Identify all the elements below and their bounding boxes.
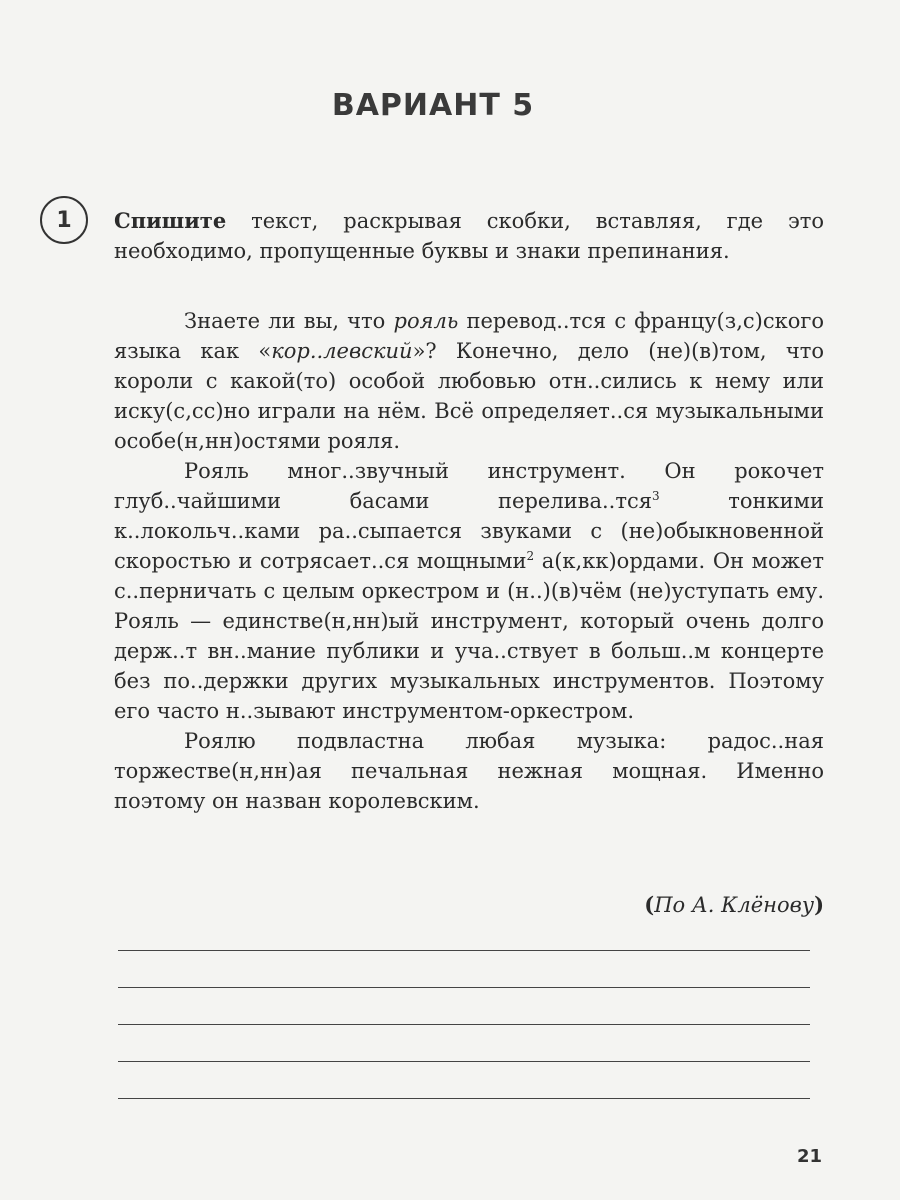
attribution-open-paren: ( [644, 892, 655, 917]
answer-line [118, 987, 810, 988]
instruction-verb: Спишите [114, 208, 227, 233]
passage-paragraph-1 [114, 306, 824, 456]
attribution-close-paren: ) [814, 892, 824, 917]
p2-superscript-1: 3 [651, 489, 660, 503]
answer-line [118, 1061, 810, 1062]
instruction-text: текст, раскрывая скобки, вставляя, где это необходимо, пропущенные буквы и знаки препинания. [114, 209, 824, 263]
answer-line [118, 1098, 810, 1099]
attribution-text: По А. Клёнову [654, 893, 815, 917]
p2-text-c: а(к,кк)ордами. Он может с..перничать с целым оркестром и (н..)(в)чём (не)уступать ему. Рояль — единстве(н,нн)ый инструмент, который очень долго держ..т вн..мание публики и уча..ствует в больш..м концерте без по..держки других музыкальных инструментов. Поэтому его часто н..зывают инструментом-оркестром. [114, 549, 824, 723]
p1-italic-quote: кор..левский [271, 339, 413, 363]
p2-superscript-2: 2 [526, 549, 535, 563]
passage-paragraph-3: Роялю подвластна любая музыка: радос..ная торжестве(н,нн)ая печальная нежная мощная. Именно поэтому он назван королевским. [114, 729, 824, 813]
p2-text-b: тонкими к..локольч..ками ра..сыпается звуками с (не)обыкновенной скоростью и сотрясает..ся мощными [114, 489, 824, 573]
p2-text-a: Рояль мног..звучный инструмент. Он рокочет глуб..чайшими басами перелива..тся [114, 459, 824, 513]
task-number-badge: 1 [40, 196, 88, 244]
answer-line [118, 950, 810, 951]
p1-text-b: перевод..тся с францу(з,с)ского языка как « [114, 309, 825, 363]
p1-text-c: »? Конечно, дело (не)(в)том, что короли с какой(то) особой любовью отн..сились к нему или иску(с,сс)но играли на нём. Всё определяет..ся музыкальными особе(н,нн)остями рояля. [114, 339, 824, 453]
task-instruction [114, 206, 824, 266]
passage-paragraph-2 [114, 456, 824, 726]
p1-text-a: Знаете ли вы, что [184, 309, 394, 333]
dictation-passage [114, 306, 824, 816]
variant-title: ВАРИАНТ 5 [331, 88, 535, 123]
p1-italic-word: рояль [393, 309, 459, 333]
page-number: 21 [796, 1146, 822, 1167]
source-attribution [644, 890, 824, 920]
answer-line [118, 1024, 810, 1025]
answer-lines [118, 950, 810, 1135]
